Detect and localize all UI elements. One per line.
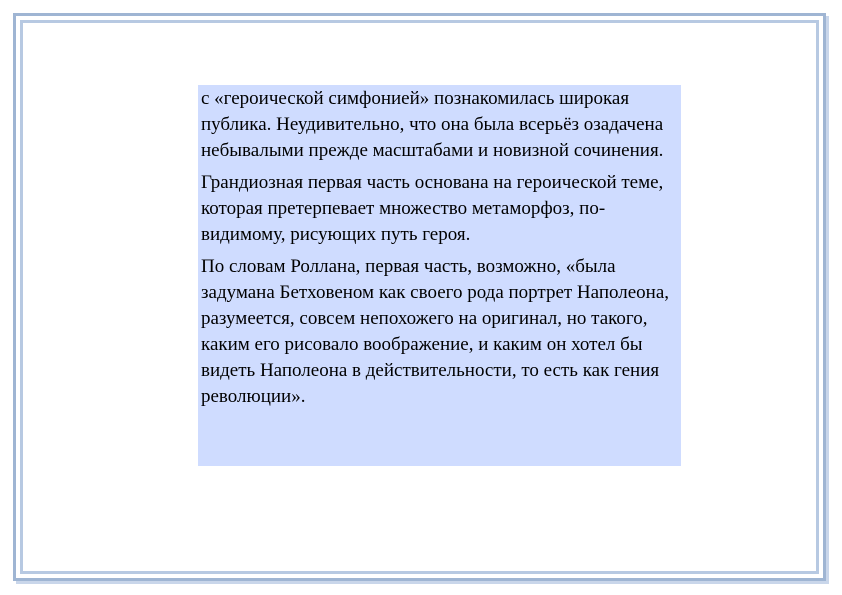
- frame-shadow: [826, 16, 829, 584]
- paragraph-2: Грандиозная первая часть основана на героической теме, которая претерпевает множество метаморфоз, по-видимому, рисующих путь героя.: [201, 172, 664, 245]
- paragraph-3: По словам Роллана, первая часть, возможно, «была задумана Бетховеном как своего рода портрет Наполеона, разумеется, совсем непохожего на оригинал, но такого, каким его рисовало воображение, и каким он хотел бы видеть Наполеона в действительности, то есть как гения революции».: [201, 256, 670, 407]
- text-box: [198, 85, 681, 466]
- frame-shadow: [16, 581, 829, 584]
- paragraph-1: с «героической симфонией» познакомилась широкая публика. Неудивительно, что она была всерьёз озадачена небывалыми прежде масштабами и новизной сочинения.: [201, 88, 664, 161]
